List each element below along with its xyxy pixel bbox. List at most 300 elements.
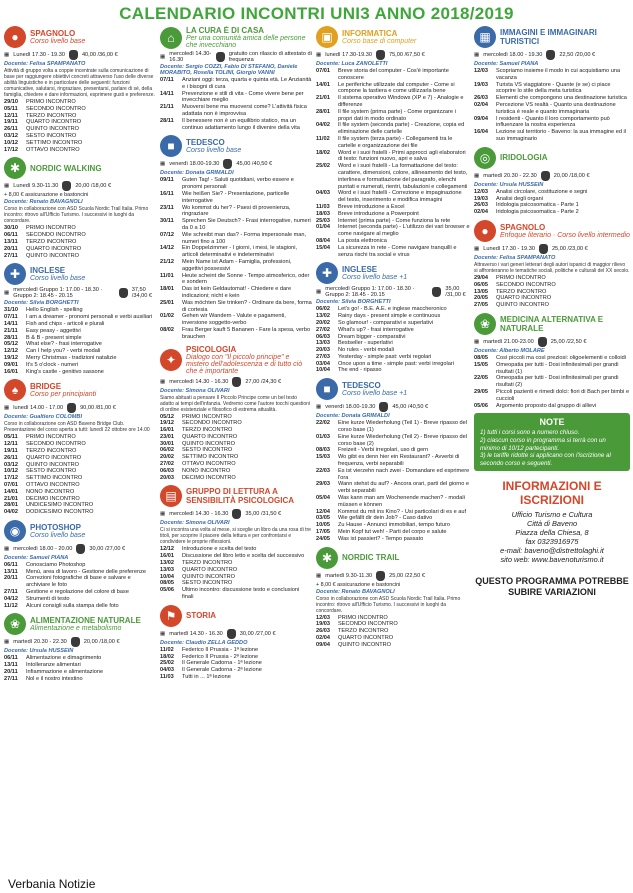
date: 04/03 [160,667,174,674]
course-card [316,262,470,374]
date-row [160,327,312,341]
date: 03/04 [316,360,330,367]
course-day-time [13,546,72,552]
date: 28/11 [160,117,174,124]
date-row [4,669,156,676]
date: 27/11 [4,252,18,259]
course-time: Gruppo 1: 17.00 - 18.30 · Gruppo 2: 18.45 - 20.15 [13,287,103,300]
date-list [316,306,470,374]
course-time: 14.00 - 17.00 [30,405,64,412]
course-day: martedì [13,639,34,646]
session-topic: Mein Name ist Adam - Famiglia, professioni, aggettivi possessivi [182,258,292,272]
course-time: 20.30 - 22.30 [503,172,537,179]
course-price: 25,00 /22,50 € [550,338,587,345]
date-row [160,674,312,681]
session-topic: Was kann man am Wochenende machen? - modali müssen e können [338,495,465,508]
course-subtitle: Dialogo con "Il piccolo principe" e mistero dell'adolescenza e di tutto ciò che è importante [186,353,303,375]
session-topic: Mein Kopf tut weh! - Parti del corpo e salute [338,529,447,536]
course-price: 20,00 /18,00 € [75,183,112,190]
session-topic: Introduzione e scelta del testo [182,546,257,553]
course-header [4,379,156,401]
date: 14/01 [316,81,330,88]
course-card [4,379,156,516]
course-card [316,378,470,542]
course-time: 14.30 - 16.30 [195,511,229,518]
date-row [4,589,156,596]
date-row [474,102,630,116]
session-topic: Let's go! - B.E. A.E. e inglese maccheronico [338,306,447,313]
session-topic: TERZO INCONTRO [26,238,77,245]
date-list [4,655,156,682]
course-day: mercoledì [169,511,196,518]
date-row [4,655,156,662]
date-row [316,434,470,448]
course-header [160,485,312,507]
note-3: 3) le tariffe ridotte si applicano con l'iscrizione al secondo corso e seguenti. [480,452,611,467]
date-row [316,615,470,622]
course-time: 17.30 - 19.30 [501,245,535,252]
date-row [4,232,156,239]
course-schedule [474,171,630,181]
date: 19/11 [4,119,18,126]
date-row [160,205,312,219]
date: 29/04 [474,274,488,281]
course-day-time [13,52,65,58]
date-row [4,369,156,376]
date: 11/12 [4,602,18,609]
date-row [474,68,630,82]
date: 09/01 [4,361,18,368]
date-row [4,113,156,120]
date-row [160,427,312,434]
date: 02/04 [474,101,488,108]
session-topic: Così piccoli ma così preziosi: oligoelementi e colloidi [496,354,626,361]
session-topic: Il Generale Cadorna - 2ª lezione [182,667,262,674]
session-topic: Zu Hause - Annunci immobiliari, tempo futuro [338,522,450,529]
money-bag-icon [546,50,555,60]
session-topic: No rules - verbi modali [338,347,394,354]
course-name: IMMAGINI E IMMAGINARI TURISTICI [500,28,597,46]
date-row [316,190,470,204]
date-row [4,99,156,106]
course-price: 40,00 /36,00 € [81,52,118,58]
date: 26/03 [474,95,488,102]
course-time: 20.30 - 22.30 [33,639,67,646]
course-teacher: Docente: Renato BAVAGNOLI [316,588,395,595]
course-day: mercoledì [169,51,196,57]
course-day-time [169,51,212,63]
info-email[interactable]: e-mail: baveno@distrettolaghi.it [500,546,604,556]
date: 08/05 [474,354,488,361]
course-description: Attività di gruppo volta a coppie incentrate sulla comunicazione di base per raggiungere obiettivi concreti attraverso l'uso delle diverse abilità linguistiche e in particolare delle seguenti: funzioni comunicative, salutarsi, ringraziare, presentarsi, parlare di sé, della famiglia, chiedere e dare informazioni, esprimere gusti e preferenze. [4,68,155,98]
session-topic: PRIMO INCONTRO [26,99,76,105]
session-topic: Word e i suoi fratelli - Primi approcci agli elaboratori di testo: funzioni nuovo, apri e salva [338,149,466,163]
course-day-time [483,52,542,58]
session-topic: Easy peasy - aggettivi [26,327,81,334]
date: 21/01 [4,495,18,502]
session-topic: What else? - frasi interrogative [26,341,102,348]
course-header [160,26,312,49]
course-title-block [186,26,312,49]
info-line: Ufficio Turismo e Cultura [511,510,593,520]
notes-title: NOTE [539,417,565,428]
session-topic: TERZO INCONTRO [182,560,233,567]
course-time: 14.30-16.30 [169,51,212,63]
session-topic: It's 5 o'clock - numeri [26,361,79,368]
calendar-icon: ▦ [474,172,480,179]
date-row [160,414,312,421]
course-title-block [186,345,312,375]
date: 16/01 [160,553,174,560]
date: 02/04 [474,209,488,216]
date-row [4,106,156,113]
date-row [4,569,156,576]
date-list [316,420,470,542]
session-topic: QUINTO INCONTRO [26,461,80,468]
date-row [4,441,156,448]
date-row [4,468,156,475]
course-subtitle: Alimentazione e metabolismo [30,625,122,633]
calendar-icon: ▦ [316,289,322,296]
session-topic: Internet (prima parte) - Come funziona la rete [338,217,451,224]
info-website[interactable]: sito web: www.bavenoturismo.it [500,555,604,565]
date-row [316,454,470,468]
course-name: BRIDGE [30,382,62,392]
date: 19/03 [316,621,330,628]
session-topic: Scopriamo insieme il modo in cui acquistiamo una vacanza [496,68,621,81]
session-topic: SETTIMO INCONTRO [182,454,239,461]
date-row [4,119,156,126]
session-topic: PRIMO INCONTRO [496,274,546,281]
date-row [160,574,312,581]
date-list [4,307,156,375]
session-topic: Nol e il nostro intestino [26,675,83,682]
date-row [160,434,312,441]
date: 03/12 [4,461,18,468]
course-schedule [316,402,470,412]
session-topic: PRIMO INCONTRO [26,434,76,441]
session-topic: QUARTO INCONTRO [182,566,238,573]
course-name: SPAGNOLO [30,29,76,38]
cards-icon: ♠ [4,379,26,401]
session-topic: SECONDO INCONTRO [182,420,242,427]
course-price: 25,00 /22,50 € [389,572,425,579]
date-row [316,361,470,368]
date-row [316,481,470,495]
date: 06/11 [4,232,18,239]
column-3 [316,26,470,653]
course-name: PSICOLOGIA [186,344,237,354]
date: 13/11 [4,238,18,245]
course-teacher: Docente: Simona OLIVARI [160,387,230,394]
date: 27/02 [160,461,174,468]
course-card [160,135,312,340]
course-day-time [325,404,375,410]
date-row [316,340,470,347]
course-day: mercoledì [13,287,40,294]
date: 29/10 [4,99,18,105]
walking-icon: ✱ [4,157,26,179]
course-time: 17.30 - 19.30 [31,52,65,58]
date: 16/04 [474,129,488,136]
course-day: mercoledì [13,545,40,552]
session-topic: Once upon a time - simple past: verbi irregolari [338,360,454,367]
course-teacher: Docente: Silvia BORGHETTI [4,300,79,307]
date-row [4,147,156,154]
session-topic: Kommst du mit ins Kino? - Usi particolari di es e auf [338,508,467,515]
date: 12/03 [316,614,330,621]
date: 15/05 [474,361,488,368]
session-topic: OTTAVO INCONTRO [26,481,80,488]
uk-flag-icon: ✚ [316,262,338,284]
course-subtitle: Corso base di computer [342,38,417,45]
date-row [316,95,470,109]
course-day: martedì [169,630,190,637]
course-name: ALIMENTAZIONE NATURALE [30,616,141,626]
date: 11/02 [160,646,174,653]
money-bag-icon [69,50,78,60]
date-row [4,246,156,253]
course-card [4,613,156,682]
date-row [316,313,470,320]
date-row [160,191,312,205]
date-row [4,575,156,589]
session-topic: UNDICESIMO INCONTRO [26,502,94,509]
date-row [316,136,470,150]
calendar-icon: ▦ [4,290,10,297]
date: 27/05 [474,302,488,309]
course-card [160,345,312,482]
course-title-block [30,29,85,45]
course-schedule [316,50,470,60]
date-row [4,475,156,482]
date-row [160,580,312,587]
course-teacher: Docente: Donata GRIMALDI [316,413,390,420]
course-day: venerdì [325,404,346,411]
course-day-time [483,246,535,252]
course-price: 35,00 /31,00 € [445,286,466,299]
date: 11/03 [160,674,174,681]
course-teacher: Docente: Luca ZANOLETTI [316,61,388,67]
info-line: Città di Baveno [526,519,578,529]
session-topic: La posta elettronica [338,237,387,244]
session-topic: Infiammazione e alimentazione [26,669,104,676]
date-row [4,239,156,246]
date-list [160,546,312,600]
notes-box [474,413,630,471]
session-topic: Sprechen Sie Deutsch? - Frasi interrogative, numeri da 0 a 10 [182,218,311,231]
date: 11/03 [316,203,330,210]
date-row [160,461,312,468]
session-topic: Il sistema operativo Windows (XP e 7) - Analogie e differenze [338,95,464,108]
course-card [160,485,312,600]
date-row [160,475,312,482]
course-name: MEDICINA ALTERNATIVA E NATURALE [500,314,604,333]
date-list [474,275,630,309]
date-row [316,224,470,238]
calendar-icon: ▦ [160,511,166,518]
session-topic: Il benessere non è un equilibrio statico, ma un continuo adattamento lungo il divenire della vita [182,117,300,131]
date-list [316,68,470,258]
date-list [316,615,470,649]
session-topic: B & B - present simple [26,334,82,341]
date: 03/05 [316,515,330,522]
session-topic: Heute scheint die Sonne - Tempo atmosferico, oder e sondern [182,272,310,286]
course-title-block [342,265,407,281]
date: 04/03 [316,190,330,197]
course-schedule [316,286,470,298]
session-topic: Le periferiche utilizzate dal computer - Come si compone la tastiera e come utilizzarla bene [338,81,455,95]
course-card [474,313,630,409]
session-topic: SECONDO INCONTRO [496,281,556,288]
date: 19/12 [4,354,18,361]
date: 18/02 [160,653,174,660]
course-title-block [30,266,85,282]
date: 13/05 [474,288,488,295]
money-bag-icon [541,171,550,181]
date: 16/11 [160,190,174,197]
date-row [316,515,470,522]
house-icon: ⌂ [160,27,182,49]
money-bag-icon [119,288,128,298]
date: 08/05 [160,580,174,587]
course-day: lunedì [13,405,31,412]
date-row [316,347,470,354]
session-topic: SETTIMO INCONTRO [26,139,83,146]
money-bag-icon [539,244,548,254]
session-topic: Il file system (terza parte) - Collegamenti tra le cartelle e organizzazione dei file [338,135,453,149]
date: 21/01 [316,95,330,102]
calendar-icon: ▦ [4,183,10,190]
date: 21/11 [4,327,18,334]
date-row [160,91,312,105]
session-topic: QUARTO INCONTRO [338,635,394,642]
date-list [4,225,156,259]
session-topic: QUARTO INCONTRO [26,245,82,252]
money-bag-icon [62,181,71,191]
course-price: 30,00 /27,00 € [89,545,126,552]
date: 17/05 [316,529,330,536]
session-topic: QUINTO INCONTRO [338,641,392,648]
course-header [474,313,630,335]
session-topic: Argomento proposto dal gruppo di allievi [496,402,597,409]
column-2 [160,26,312,685]
date: 06/11 [4,655,18,662]
date-row [160,587,312,601]
session-topic: DECIMO INCONTRO [182,474,236,481]
course-day: Lunedì [13,52,32,58]
course-price: 30,00 /27,00 € [239,630,276,637]
calendar-icon: ▦ [316,404,322,411]
course-title-block [500,28,630,46]
date: 04/12 [4,595,18,602]
money-bag-icon [379,402,388,412]
course-title-block [500,223,630,239]
course-teacher: Docente: Renato BAVAGNOLI [4,199,83,206]
date: 14/11 [160,90,174,97]
course-header [4,520,156,542]
course-price: 20,00 /18,00 € [553,172,590,179]
course-teacher: Docente: Simona OLIVARI [160,520,230,527]
date-row [474,196,630,203]
course-header [316,378,470,400]
course-name: STORIA [186,611,217,621]
date: 09/11 [160,177,174,184]
course-card [4,520,156,610]
date: 05/04 [316,495,330,502]
date: 14/12 [160,245,174,252]
course-day: martedì [325,572,346,579]
date: 20/03 [316,347,330,354]
session-topic: OTTAVO INCONTRO [182,461,236,468]
date: 06/11 [4,561,18,568]
date-row [316,621,470,628]
course-card [4,157,156,259]
note-2: 2) ciascun corso in programma si terrà con un minimo di 10/12 partecipanti. [480,436,606,452]
date-row [4,321,156,328]
session-topic: Word e i suoi fratelli - La formattazione del testo: carattere, dimensioni, colore, allineamento del testo, interlinea e formattazione del paragrafo, elenchi puntati e numerati, rientri, tabulazioni e collegamenti [338,163,468,190]
date-row [4,489,156,496]
course-card [160,26,312,131]
date: 07/01 [4,481,18,488]
session-topic: OTTAVO INCONTRO [26,146,80,153]
date-row [4,355,156,362]
session-topic: SESTO INCONTRO [182,447,233,454]
course-schedule [160,51,312,63]
session-topic: PRIMO INCONTRO [338,614,388,621]
course-title-block [30,164,102,173]
session-topic: TERZO INCONTRO [26,112,77,119]
date: 13/03 [316,340,330,347]
course-name: PHOTOSHOP [30,522,81,532]
date-row [316,495,470,509]
date: 10/05 [316,522,330,529]
session-topic: Word e i suoi fratelli - Correzione e impaginazione del testo, inserimento e modifica immagini [338,190,462,204]
date-row [316,211,470,218]
course-schedule [160,377,312,387]
session-topic: QUARTO INCONTRO [182,433,238,440]
course-subtitle: Enfoque literario · Corso livello intermedio [500,231,630,239]
date: 21/12 [160,258,174,265]
date-row [316,522,470,529]
course-schedule [160,159,312,169]
calendar-icon: ▦ [160,378,166,385]
session-topic: Was ist passiert? - Tempo passato [338,535,424,542]
date-row [474,375,630,389]
date-row [4,448,156,455]
date-row [316,245,470,259]
course-description: Corso in collaborazione con ASD Scuola Nordic Trail Italia. Primo incontro: ritrovo all'Ufficio Turismo. I successivi in luoghi da concordare. [4,206,149,225]
program-warning: QUESTO PROGRAMMA POTREBBE SUBIRE VARIAZIONI [475,576,629,598]
date: 29/05 [474,388,488,395]
session-topic: La sicurezza in rete - Come navigare tranquilli e senza rischi tra social e virus [338,244,457,258]
date: 31/10 [4,307,18,314]
course-title-block [186,611,216,620]
course-header [4,263,156,285]
date-row [4,462,156,469]
course-subtitle: Corso livello base +1 [342,390,408,398]
course-schedule [474,337,630,347]
course-day: Lunedì [13,183,32,190]
session-topic: TERZO INCONTRO [338,628,389,635]
course-subtitle: Corso livello base [30,275,86,283]
course-card [474,220,630,309]
course-extra: + 8,00 € assicurazione e bastoncini [4,192,89,199]
session-topic: Prevenzione e stili di vita - Come vivere bene per invecchiare meglio [182,90,304,104]
date-row [160,647,312,654]
date-row [474,302,630,309]
course-schedule [4,181,156,191]
